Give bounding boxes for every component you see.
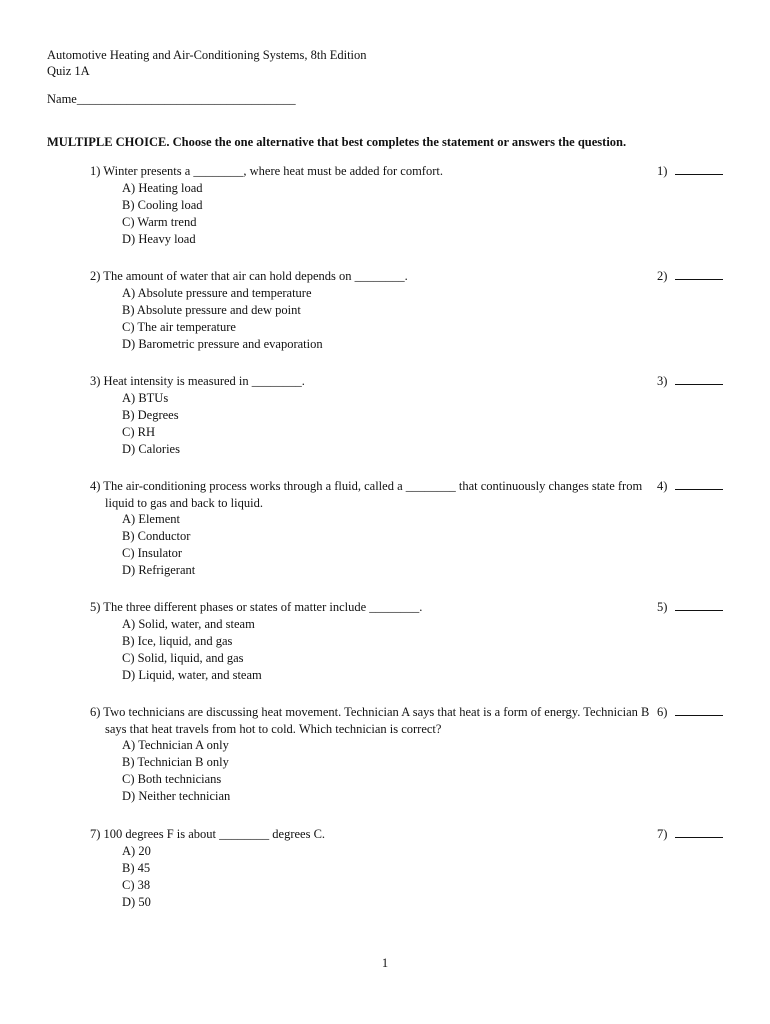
option-b: B) Degrees — [122, 407, 179, 422]
answer-number: 5) — [657, 600, 668, 614]
option-b: B) Cooling load — [122, 197, 203, 212]
question-stem: 1) Winter presents a ________, where heat must be added for comfort. — [90, 164, 443, 178]
answer-line — [675, 374, 723, 385]
answer-line — [675, 269, 723, 280]
answer-line — [675, 600, 723, 611]
question-stem: 5) The three different phases or states of matter include ________. — [90, 600, 423, 614]
option-b: B) Absolute pressure and dew point — [122, 302, 301, 317]
answer-number: 7) — [657, 827, 668, 841]
question-stem: 6) Two technicians are discussing heat movement. Technician A says that heat is a form of energy. Technician B says that heat travels from hot to cold. Which technician is correct? — [90, 705, 650, 736]
option-c: C) 38 — [122, 877, 151, 892]
answer-number: 3) — [657, 374, 668, 388]
section-instructions: MULTIPLE CHOICE. Choose the one alternative that best completes the statement or answers the question. — [47, 135, 627, 149]
question-1 — [90, 163, 770, 248]
answer-blank — [657, 478, 723, 495]
document-title: Automotive Heating and Air-Conditioning Systems, 8th Edition — [47, 48, 367, 62]
answer-blank — [657, 599, 723, 616]
answer-number: 4) — [657, 479, 668, 493]
option-b: B) Technician B only — [122, 755, 229, 769]
option-c: C) Solid, liquid, and gas — [122, 650, 244, 665]
answer-blank — [657, 163, 723, 180]
option-b: B) Ice, liquid, and gas — [122, 633, 233, 648]
question-stem: 2) The amount of water that air can hold depends on ________. — [90, 269, 408, 283]
page-number: 1 — [381, 956, 389, 970]
option-c: C) RH — [122, 424, 155, 439]
option-c: C) Warm trend — [122, 214, 197, 229]
option-a: A) 20 — [122, 843, 151, 858]
option-a: A) Heating load — [122, 180, 203, 195]
option-c: C) Insulator — [122, 546, 183, 560]
quiz-label: Quiz 1A — [47, 64, 90, 78]
option-d: D) Liquid, water, and steam — [122, 667, 262, 682]
name-field: Name___________________________________ — [47, 92, 296, 106]
option-a: A) BTUs — [122, 390, 169, 405]
option-d: D) Refrigerant — [122, 563, 196, 577]
question-2 — [90, 268, 770, 353]
answer-blank — [657, 373, 723, 390]
question-3 — [90, 373, 770, 458]
option-c: C) The air temperature — [122, 319, 236, 334]
answer-line — [675, 705, 723, 716]
question-stem: 3) Heat intensity is measured in ________. — [90, 374, 305, 388]
option-a: A) Solid, water, and steam — [122, 616, 255, 631]
answer-line — [675, 479, 723, 490]
option-d: D) Heavy load — [122, 231, 196, 246]
answer-line — [675, 827, 723, 838]
option-b: B) 45 — [122, 860, 151, 875]
option-c: C) Both technicians — [122, 772, 222, 786]
option-a: A) Element — [122, 512, 180, 526]
option-d: D) Barometric pressure and evaporation — [122, 336, 323, 351]
answer-line — [675, 164, 723, 175]
answer-blank — [657, 268, 723, 285]
question-6 — [90, 704, 770, 805]
option-a: A) Absolute pressure and temperature — [122, 285, 312, 300]
question-4 — [90, 478, 770, 579]
option-b: B) Conductor — [122, 529, 191, 543]
question-7 — [90, 826, 770, 911]
answer-blank — [657, 704, 723, 721]
answer-number: 1) — [657, 164, 668, 178]
question-5 — [90, 599, 770, 684]
option-d: D) 50 — [122, 894, 151, 909]
question-stem: 7) 100 degrees F is about ________ degrees C. — [90, 827, 326, 841]
answer-blank — [657, 826, 723, 843]
option-a: A) Technician A only — [122, 738, 229, 752]
question-stem: 4) The air-conditioning process works through a fluid, called a ________ that continuously changes state from liquid to gas and back to liquid. — [90, 479, 643, 510]
answer-number: 2) — [657, 269, 668, 283]
option-d: D) Calories — [122, 441, 180, 456]
answer-number: 6) — [657, 705, 668, 719]
option-d: D) Neither technician — [122, 789, 231, 803]
